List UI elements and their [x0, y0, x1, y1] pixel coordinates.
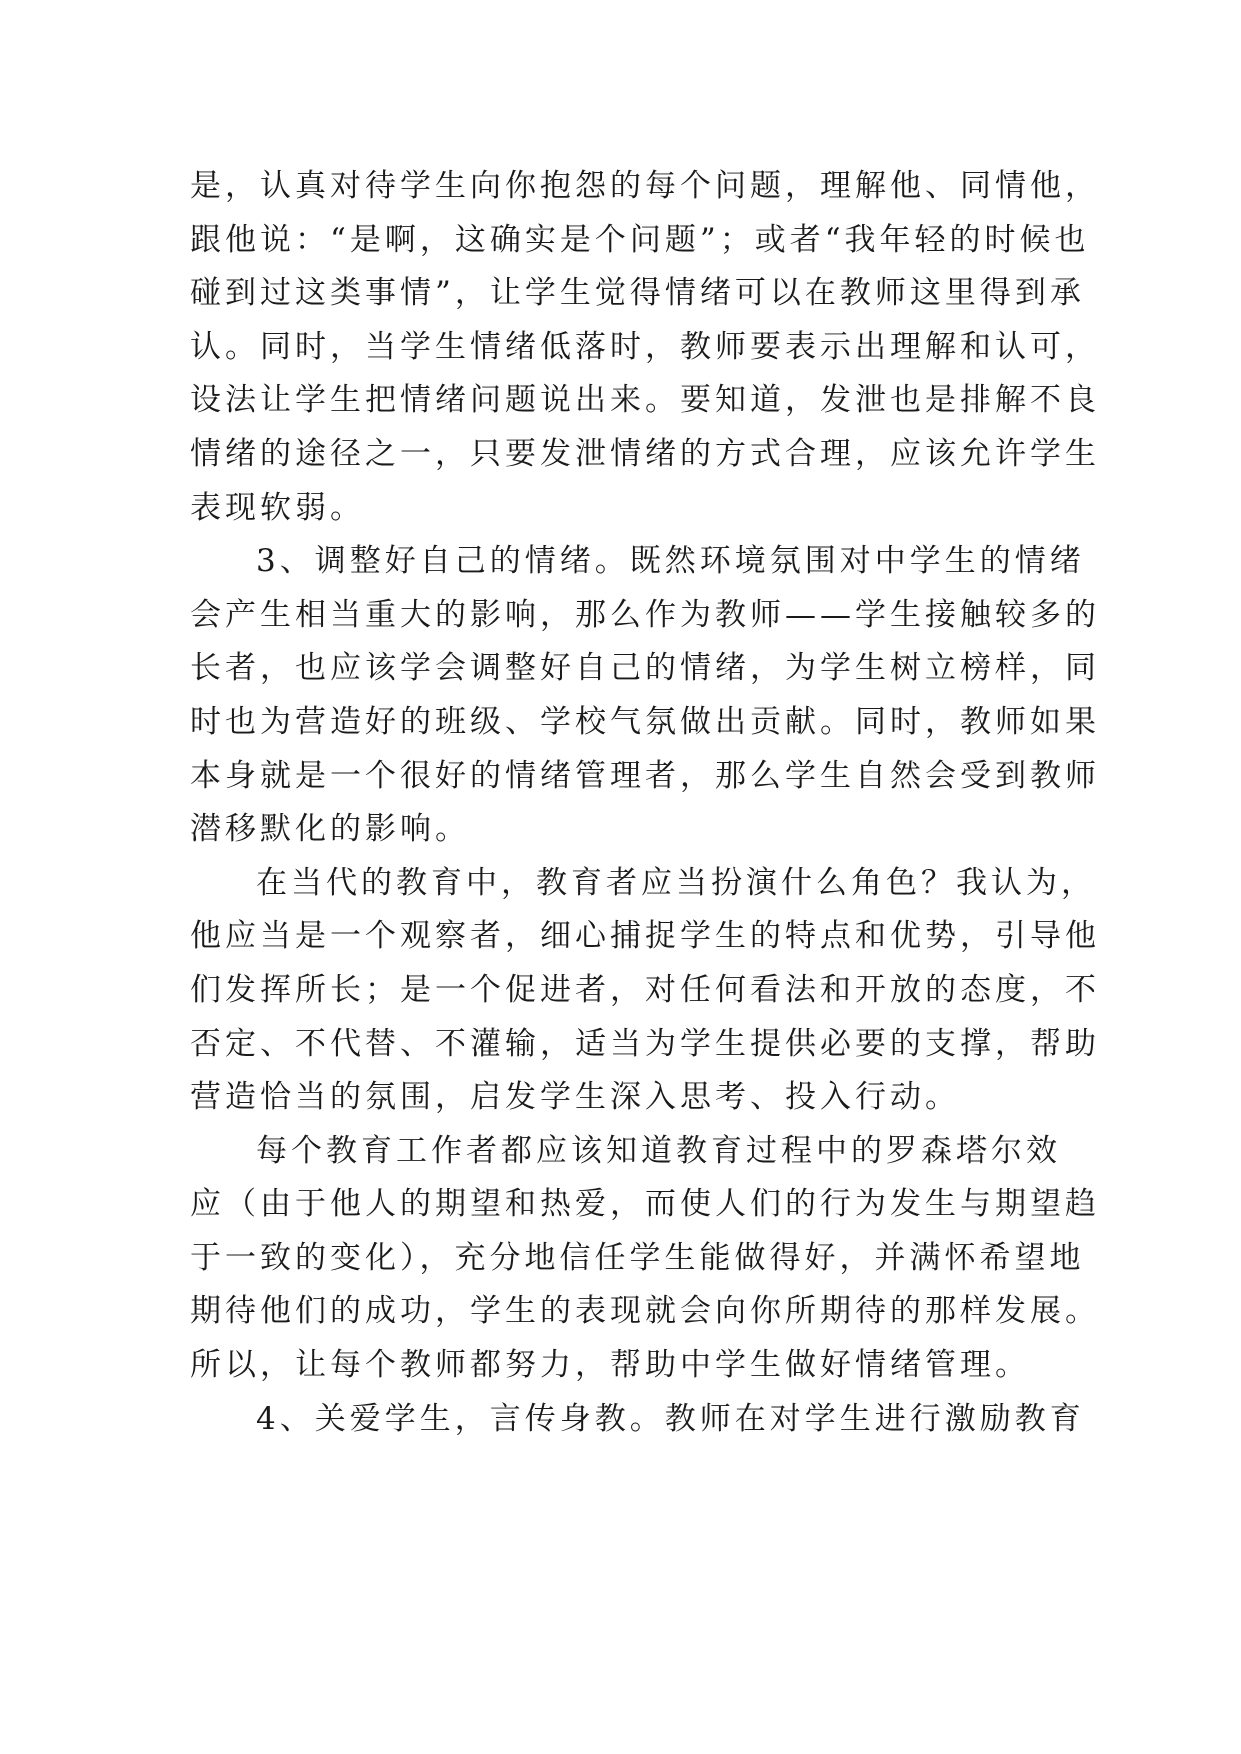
text-line: 他应当是一个观察者，细心捕捉学生的特点和优势，引导他 [190, 918, 1100, 955]
text-line: 营造恰当的氛围，启发学生深入思考、投入行动。 [190, 1079, 960, 1116]
text-line: 所以，让每个教师都努力，帮助中学生做好情绪管理。 [190, 1347, 1030, 1384]
text-line: 于一致的变化），充分地信任学生能做得好，并满怀希望地 [190, 1239, 1085, 1276]
text-line: 长者，也应该学会调整好自己的情绪，为学生树立榜样，同 [190, 650, 1100, 687]
text-line: 时也为营造好的班级、学校气氛做出贡献。同时，教师如果 [190, 703, 1100, 740]
text-line: 情绪的途径之一，只要发泄情绪的方式合理，应该允许学生 [190, 435, 1100, 472]
text-line: 是，认真对待学生向你抱怨的每个问题，理解他、同情他， [190, 168, 1100, 204]
text-line: 设法让学生把情绪问题说出来。要知道，发泄也是排解不良 [190, 382, 1100, 419]
text-line: 认。同时，当学生情绪低落时，教师要表示出理解和认可， [190, 328, 1100, 365]
text-line: 期待他们的成功，学生的表现就会向你所期待的那样发展。 [190, 1293, 1100, 1330]
text-line: 应（由于他人的期望和热爱，而使人们的行为发生与期望趋 [190, 1186, 1100, 1223]
document-body [190, 160, 1100, 1446]
text-line: 潜移默化的影响。 [190, 811, 470, 848]
text-line: 会产生相当重大的影响，那么作为教师——学生接触较多的 [190, 596, 1100, 633]
text-line: 跟他说：“是啊，这确实是个问题”；或者“我年轻的时候也 [190, 221, 1090, 258]
text-line: 否定、不代替、不灌输，适当为学生提供必要的支撑，帮助 [190, 1025, 1100, 1062]
text-line: 3、调整好自己的情绪。既然环境氛围对中学生的情绪 [256, 543, 1085, 580]
text-line: 在当代的教育中，教育者应当扮演什么角色？我认为， [256, 864, 1096, 901]
text-line: 表现软弱。 [190, 489, 365, 526]
text-line: 每个教育工作者都应该知道教育过程中的罗森塔尔效 [256, 1132, 1061, 1169]
text-line: 4、关爱学生，言传身教。教师在对学生进行激励教育 [256, 1400, 1085, 1437]
text-line: 本身就是一个很好的情绪管理者，那么学生自然会受到教师 [190, 757, 1100, 794]
text-line: 们发挥所长；是一个促进者，对任何看法和开放的态度，不 [190, 971, 1100, 1008]
text-line: 碰到过这类事情”，让学生觉得情绪可以在教师这里得到承 [190, 275, 1085, 312]
